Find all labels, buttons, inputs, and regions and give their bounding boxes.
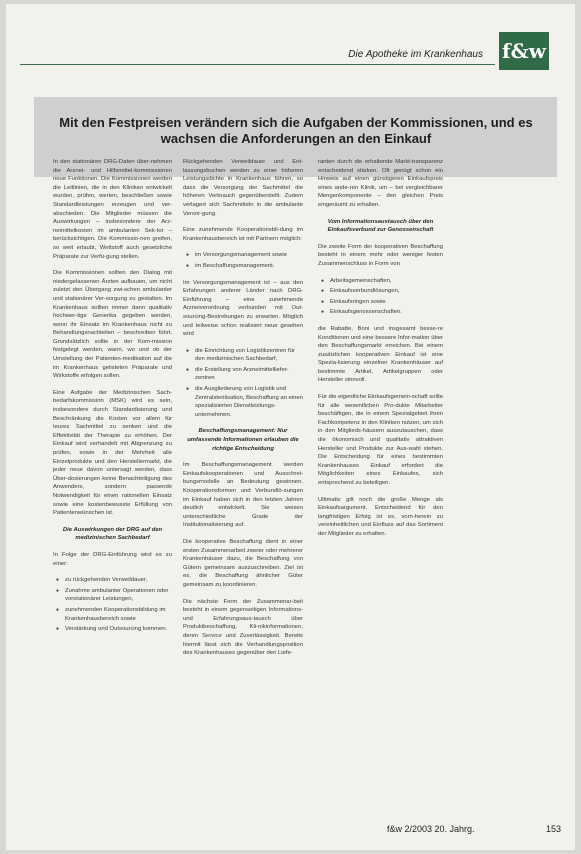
bullet-list — [53, 576, 172, 634]
list-item: ● zunehmenden Kooperationsbildung im Krankenhausbereich sowie — [59, 606, 172, 623]
paragraph: Die kooperative Beschaffung dient in einer ersten Zusammenarbeit zweier oder mehrerer Krankenhäuser dazu, die Beschaffung von Gütern gemeinsam auszuschreiben. Ziel ist es, die Beschaffung ähnlicher Güter gemeinsam zu koordinieren. — [183, 538, 303, 588]
paragraph: Ultimativ gilt noch die große Menge als Einkaufsargument. Entscheidend für den langfristigen Erfolg ist es, vorn-herein zu vereinheitlichen und Einfluss auf das Sortiment der Mitglieder zu erhalten. — [318, 496, 443, 537]
paragraph: Rückgehenden Verweildauer und Ent-lassungsbuchen werden zu einer höheren Leistungsdichte in Krankenhaus führen, so dass die Versorgung der Sachmittel die höheren Verbrauch gegenüberstellt. Zudem verlagert sich Sachmitteln in die ambulante Versor-gung. — [183, 159, 303, 217]
page-number: 153 — [546, 824, 562, 834]
list-item: ● Verstärkung und Outsourcing kommen. — [59, 625, 172, 634]
paragraph: Im Beschaffungsmanagement werden Einkaufskooperationen und Ausschrei-bungsmodelle an Bedeutung gewinnen. Kooperationsformen und Verbundlö-sungen im Einkauf haben sich in den letzten Jahren deutlich entwickelt. Sie weisen unterschiedliche Grade der Institutionalisierung auf. — [183, 462, 303, 529]
paragraph: Eine Aufgabe der Medizinischen Sach-bedarfskommission (MSK) wird es sein, insbesondere durch Standardisierung und Beschränkung die Kosten vor allem für teures Sachmittel zu senken und die Effektivität der Therapie zu erhöhen. Der Einkauf wird verhandelt mit Abgrenzung zu prüfen, sowie in der Mehrheit alle Einzelprodukte und den Herstellermarkt, die jeder neue davon untersagt werden, dass Über-dosierungen keine Benachteiligung des Anwenders, sondern passende Notwendigkeit für einen rationellen Einsatz sowie eine kostenbewusste Erfüllung von Patientenwünschen ist. — [53, 389, 172, 517]
paragraph: Die nächste Form der Zusammenar-beit besteht in einem gegenseitigen Informations- und Erfahrungsaus-tausch über Produktbeschaffung, Kli-nikinformationen, deren Service und Zuverlässigkeit. Bereits hiermit lässt sich die Verhandlungsposition des Krankenhauses gegenüber den Liefe- — [183, 598, 303, 657]
list-item: ● Einkaufsverbundlösungen, — [324, 287, 443, 296]
paragraph: Im Versorgungsmanagement ist – aus den Erfahrungen anderer Länder nach DRG-Einführung – eine zunehmende Arzneiverordnung verbunden mit Out-sourcing-Bestrebungen zu erwarten. Möglich und teilweise schon realisiert neue gesehen wird — [183, 279, 303, 338]
paragraph: Für die eigentliche Einkaufsgemein-schaft sollte für alle wesentlichen Pro-dukte Mitarbeiter beschäftigen, die in einem Spezialgebiet ihren Fachkompetenz in den Kliniken nutzen, um sich in den Mitglieds-häusern auszutauschen, dass die ökonomisch und qualitativ attraktiven Hersteller und Produkte zur Aus-wahl stehen. Die Entscheidung für eines bestimmten Krankenhauses Einkauf erfordert die Möglichkeiten eines Einkaufes, sich entsprechend zu beteiligen. — [318, 394, 443, 486]
paragraph: Die zweite Form der kooperativen Beschaffung besteht in einem mehr oder weniger festen Zusammenschluss in Form von — [318, 243, 443, 267]
paragraph: In Folge der DRG-Einführung wird es zu einer: — [53, 551, 172, 567]
subheading: Vom Informationsaustausch über den Einkaufsverbund zur Genossenschaft — [327, 218, 434, 234]
subheading: Beschaffungsmanagement: Nur umfassende Informationen erlauben die richtige Entscheidung — [187, 428, 299, 452]
list-item: ● die Einrichtung von Logistikzentren für den medizinischen Sachbedarf, — [189, 347, 303, 364]
paragraph: In den stationären DRG-Daten über-nehmen die Arznei- und Hilfsmittel-kommissionen neue Funktionen. Die Kommissionen werden die Leitlinien, die in den Kliniken entwickelt wurden, prüfen, werten, beschließen sowie Standardleistungen erzeugen und ver-abschieden. Die Mitglieder müssen die Auswirkungen – insbesondere der Arz-neimittelkosten im ambulanten Sek-tor – berücksichtigen. Die Kommissio-nen greifen, so weit erlaubt, Wettstoff auch gesetzliche Präparate zur Verfü-gung stellen. — [53, 159, 172, 260]
list-item: ● im Versorgungsmanagement sowie — [189, 251, 303, 260]
list-item: ● die Erstellung von Arzneimittelliefer-zentren — [189, 366, 303, 383]
page — [6, 4, 575, 850]
article-headline: Mit den Festpreisen verändern sich die Aufgaben der Kommissionen, und es wachsen die Anforderungen an den Einkauf — [59, 115, 533, 146]
list-item: ● Einkaufsringen sowie — [324, 298, 443, 307]
subheading: Die Auswirkungen der DRG auf den medizinischen Sachbedarf — [62, 526, 163, 542]
paragraph: die Rabatte, Boni und insgesamt besse-re Konditionen und eine bessere Infor-mation über den Beschaffungsmarkt erreichen. Bei einem zusätzlichen kooperativen Einkauf ist eine Spezia-lisierung einzelner Krankenhäuser auf bestimmte Artikel, Artikelgruppen oder Hersteller sinnvoll. — [318, 325, 443, 384]
paragraph: Eine zunehmende Kooperationsbil-dung im Krankenhausbereich ist mit Partnern möglich: — [183, 227, 303, 242]
journal-title: Die Apotheke im Krankenhaus — [348, 49, 483, 60]
paragraph: Die Kommissionen sollten den Dialog mit niedergelassenen Ärzten aufbauen, um nicht zuletzt den Übergang zwi-schen ambulanter und stationärer Ver-sorgung zu gestalten. Im Krankenhaus sollten immer dann qualitativ hochwer-tige Generika gegeben werden, wenn ihr Einsatz im Krankenhaus nicht zu Behandlungsnachteilen – beschreiben führt. Grundsätzlich sollte in der Kom-mission festgelegt werden, wann, wo und ob der Umstellung der Patienten-medikation auf die im Krankenhaus gelisteten Präparate und Wirkstoffe erfolgen sollen. — [53, 270, 172, 380]
paragraph: ranten durch die erhaltende Markt-transparenz entscheidend stärken. Oft genügt schon ein Hinweis auf einen günstigeren Einkaufspreis eines ande-ren Klinik, um – bei vergleichbarer Mengenkomponente – den gleichen Preis eingeräumt zu erhalten. — [318, 159, 443, 208]
list-item: ● zu rückgehenden Verweildauer, — [59, 576, 172, 585]
column-2 — [183, 158, 303, 666]
list-item: ● Zunahme ambulanter Operationen oder vorstationärer Leistungen, — [59, 587, 172, 604]
list-item: ● im Beschaffungsmanagement. — [189, 262, 303, 271]
bullet-list — [183, 347, 303, 420]
list-item: ● Arbeitsgemeinschaften, — [324, 277, 443, 286]
page-header — [6, 4, 575, 66]
list-item: ● Einkaufsgenossenschaften. — [324, 308, 443, 317]
journal-logo: f&w — [499, 32, 549, 70]
issue-info: f&w 2/2003 20. Jahrg. — [387, 824, 475, 834]
bullet-list — [183, 251, 303, 270]
bullet-list — [318, 277, 443, 317]
header-divider — [20, 64, 495, 65]
column-1 — [53, 158, 172, 642]
list-item: ● die Ausgliederung von Logistik und Zentralsterilisation, Beschaffung an einen spezialisierten Dienstleistungs-unternehmen. — [189, 385, 303, 419]
column-3 — [318, 158, 443, 547]
